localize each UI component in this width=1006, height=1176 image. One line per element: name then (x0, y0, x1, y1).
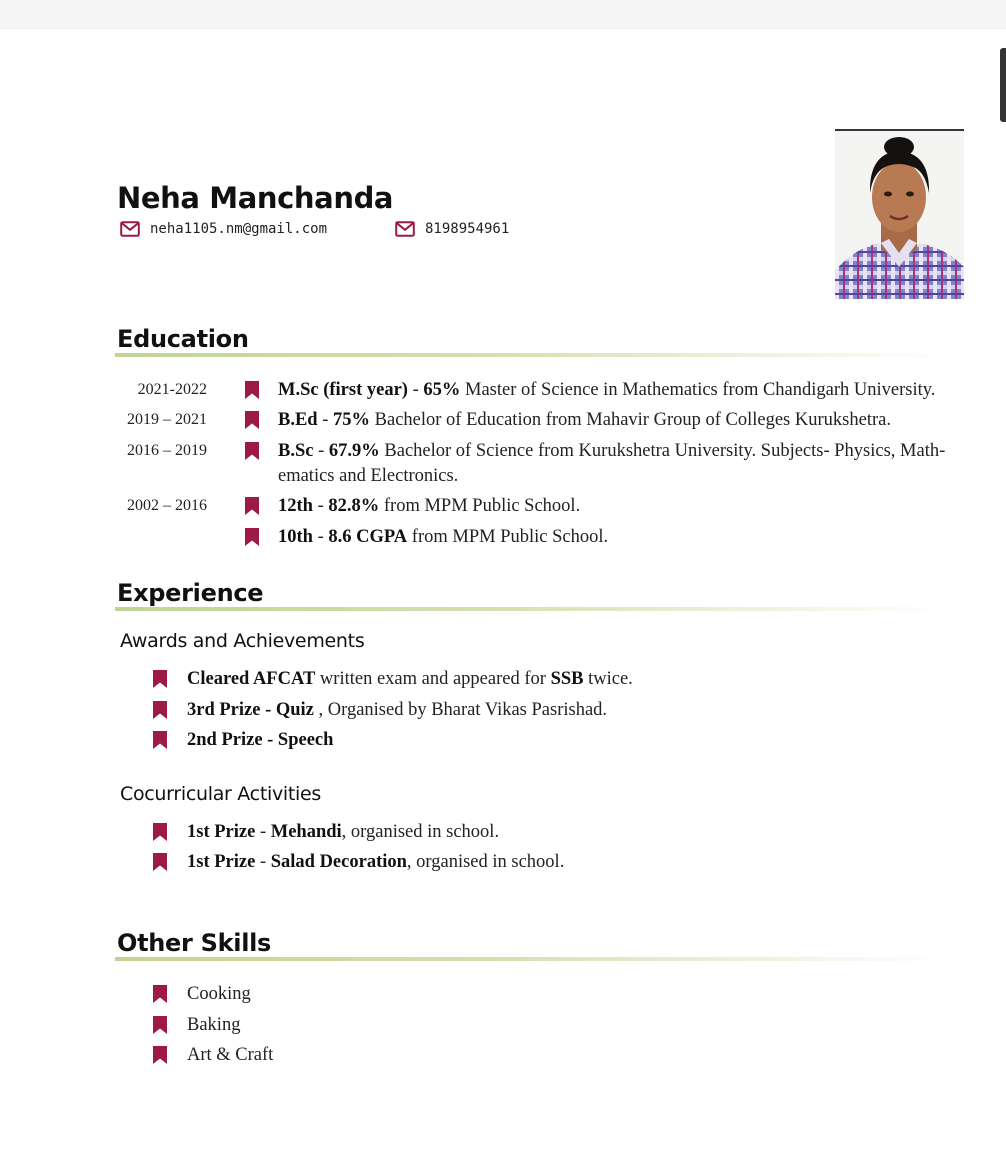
edu-entry: B.Sc - 67.9% Bachelor of Science from Kurukshetra University. Subjects- Physics, Math- ematics and Electronics. (278, 441, 946, 486)
scroll-handle[interactable] (1000, 48, 1006, 122)
section-divider (115, 607, 947, 611)
bookmark-icon (153, 701, 167, 719)
email-contact[interactable] (120, 221, 327, 237)
edu-date: 2002 – 2016 (127, 497, 207, 514)
edu-date: 2021-2022 (137, 381, 207, 398)
bookmark-icon (153, 985, 167, 1003)
bookmark-icon (153, 731, 167, 749)
skill-item: Baking (187, 1015, 241, 1035)
bookmark-icon (153, 823, 167, 841)
bookmark-icon (153, 1046, 167, 1064)
edu-entry: 10th - 8.6 CGPA from MPM Public School. (278, 527, 609, 547)
bookmark-icon (153, 853, 167, 871)
edu-date: 2016 – 2019 (127, 442, 207, 459)
top-bar (0, 0, 1006, 29)
skill-item: Cooking (187, 984, 251, 1004)
edu-entry: 12th - 82.8% from MPM Public School. (278, 496, 581, 516)
skill-item: Art & Craft (187, 1045, 274, 1065)
edu-entry: M.Sc (first year) - 65% Master of Science in Mathematics from Chandigarh University. (278, 380, 936, 400)
bookmark-icon (245, 528, 259, 546)
activity-item: 1st Prize - Salad Decoration, organised in school. (187, 852, 565, 872)
section-title-experience: Experience (117, 579, 264, 607)
envelope-icon (395, 221, 415, 237)
bookmark-icon (153, 1016, 167, 1034)
subsection-title-awards: Awards and Achievements (120, 630, 365, 652)
section-title-education: Education (117, 325, 249, 353)
person-name: Neha Manchanda (117, 181, 394, 215)
activity-item: 1st Prize - Mehandi, organised in school. (187, 822, 500, 842)
award-item: 2nd Prize - Speech (187, 730, 334, 750)
bookmark-icon (245, 411, 259, 429)
bookmark-icon (245, 497, 259, 515)
edu-date: 2019 – 2021 (127, 411, 207, 428)
award-item: Cleared AFCAT written exam and appeared for SSB twice. (187, 669, 633, 689)
phone-text[interactable]: 8198954961 (425, 221, 510, 237)
award-item: 3rd Prize - Quiz , Organised by Bharat Vikas Pasrishad. (187, 700, 608, 720)
bookmark-icon (245, 442, 259, 460)
section-title-skills: Other Skills (117, 929, 272, 957)
bookmark-icon (153, 670, 167, 688)
section-divider (115, 353, 947, 357)
subsection-title-cocurricular: Cocurricular Activities (120, 783, 321, 805)
envelope-icon (120, 221, 140, 237)
email-text[interactable]: neha1105.nm@gmail.com (150, 221, 328, 237)
bookmark-icon (245, 381, 259, 399)
phone-contact[interactable] (395, 221, 509, 237)
section-divider (115, 957, 947, 961)
profile-photo (835, 129, 964, 299)
edu-entry: B.Ed - 75% Bachelor of Education from Mahavir Group of Colleges Kurukshetra. (278, 410, 891, 430)
